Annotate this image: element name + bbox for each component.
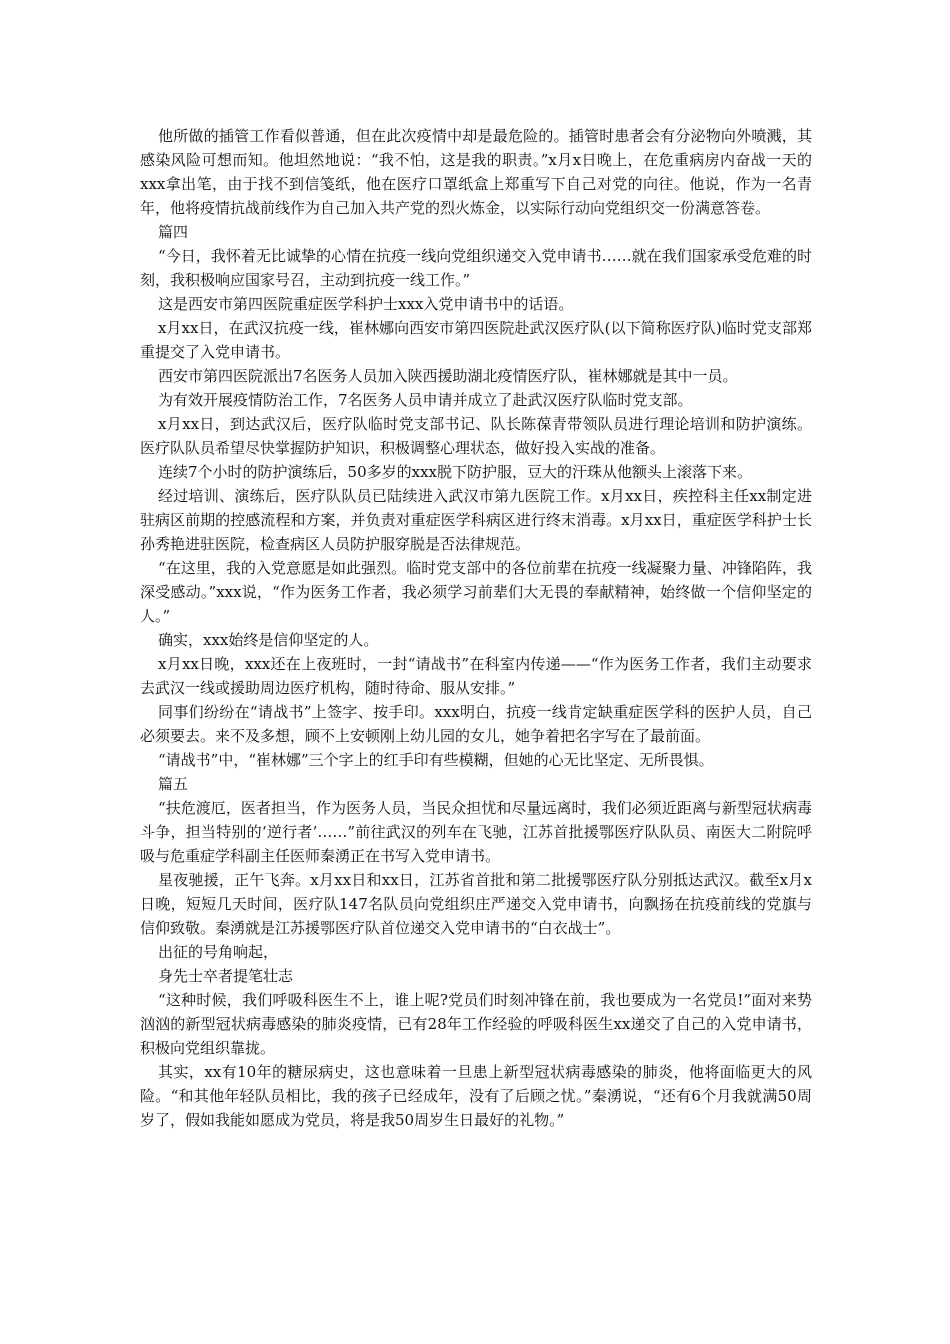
- paragraph: 连续7个小时的防护演练后，50多岁的xxx脱下防护服，豆大的汗珠从他额头上滚落下来。: [158, 463, 753, 481]
- paragraph: 西安市第四医院派出7名医务人员加入陕西援助湖北疫情医疗队，崔林娜就是其中一员。: [158, 367, 738, 385]
- paragraph: “在这里，我的入党意愿是如此强烈。临时党支部中的各位前辈在抗疫一线凝聚力量、冲锋陷阵，我深受感动。”xxx说，“作为医务工作者，我必须学习前辈们大无畏的奉献精神，始终做一个信仰坚定的人。”: [140, 559, 812, 625]
- paragraph: 经过培训、演练后，医疗队队员已陆续进入武汉市第九医院工作。x月xx日，疾控科主任xx制定进驻病区前期的控感流程和方案，并负责对重症医学科病区进行终末消毒。x月xx日，重症医学科护士长孙秀艳进驻医院，检查病区人员防护服穿脱是否法律规范。: [140, 487, 812, 553]
- paragraph: “请战书”中，“崔林娜”三个字上的红手印有些模糊，但她的心无比坚定、无所畏惧。: [158, 751, 714, 769]
- paragraph: x月xx日，到达武汉后，医疗队临时党支部书记、队长陈葆青带领队员进行理论培训和防护演练。医疗队队员希望尽快掌握防护知识，积极调整心理状态，做好投入实战的准备。: [140, 415, 812, 457]
- paragraph: 出征的号角响起，: [158, 943, 279, 961]
- paragraph: 同事们纷纷在“请战书”上签字、按手印。xxx明白，抗疫一线肯定缺重症医学科的医护人员，自己必须要去。来不及多想，顾不上安顿刚上幼儿园的女儿，她争着把名字写在了最前面。: [140, 703, 812, 745]
- paragraph: 这是西安市第四医院重症医学科护士xxx入党申请书中的话语。: [158, 295, 574, 313]
- paragraph: “今日，我怀着无比诚挚的心情在抗疫一线向党组织递交入党申请书……就在我们国家承受危难的时刻，我积极响应国家号召，主动到抗疫一线工作。”: [140, 247, 812, 289]
- paragraph: 星夜驰援，正午飞奔。x月xx日和xx日，江苏省首批和第二批援鄂医疗队分别抵达武汉。截至x月x日晚，短短几天时间，医疗队147名队员向党组织庄严递交入党申请书，向飘扬在抗疫前线的党旗与信仰致敬。秦湧就是江苏援鄂医疗队首位递交入党申请书的“白衣战士”。: [140, 871, 812, 937]
- paragraph: 其实，xx有10年的糖尿病史，这也意味着一旦患上新型冠状病毒感染的肺炎，他将面临更大的风险。“和其他年轻队员相比，我的孩子已经成年，没有了后顾之忧。”秦湧说，“还有6个月我就满50周岁了，假如我能如愿成为党员，将是我50周岁生日最好的礼物。”: [140, 1063, 812, 1129]
- paragraph: 为有效开展疫情防治工作，7名医务人员申请并成立了赴武汉医疗队临时党支部。: [158, 391, 693, 409]
- paragraph: 确实，xxx始终是信仰坚定的人。: [158, 631, 379, 649]
- paragraph: 身先士卒者提笔壮志: [158, 967, 294, 985]
- paragraph: 他所做的插管工作看似普通，但在此次疫情中却是最危险的。插管时患者会有分泌物向外喷溅，其感染风险可想而知。他坦然地说：“我不怕，这是我的职责。”x月x日晚上，在危重病房内奋战一天的xxx拿出笔，由于找不到信笺纸，他在医疗口罩纸盒上郑重写下自己对党的向往。他说，作为一名青年，他将疫情抗战前线作为自己加入共产党的烈火炼金，以实际行动向党组织交一份满意答卷。: [140, 127, 812, 217]
- paragraph: x月xx日晚，xxx还在上夜班时，一封“请战书”在科室内传递——“作为医务工作者，我们主动要求去武汉一线或援助周边医疗机构，随时待命、服从安排。”: [140, 655, 812, 697]
- paragraph: “扶危渡厄，医者担当，作为医务人员，当民众担忧和尽量远离时，我们必须近距离与新型冠状病毒斗争，担当特别的‘逆行者’……”前往武汉的列车在飞驰，江苏首批援鄂医疗队队员、南医大二附院呼吸与危重症学科副主任医师秦湧正在书写入党申请书。: [140, 799, 812, 865]
- section-heading: 篇五: [158, 775, 189, 793]
- document-body: [140, 124, 812, 1132]
- section-heading: 篇四: [158, 223, 189, 241]
- paragraph: x月xx日，在武汉抗疫一线，崔林娜向西安市第四医院赴武汉医疗队(以下简称医疗队)临时党支部郑重提交了入党申请书。: [140, 319, 812, 361]
- paragraph: “这种时候，我们呼吸科医生不上，谁上呢?党员们时刻冲锋在前，我也要成为一名党员!”面对来势汹汹的新型冠状病毒感染的肺炎疫情，已有28年工作经验的呼吸科医生xx递交了自己的入党申请书，积极向党组织靠拢。: [140, 991, 812, 1057]
